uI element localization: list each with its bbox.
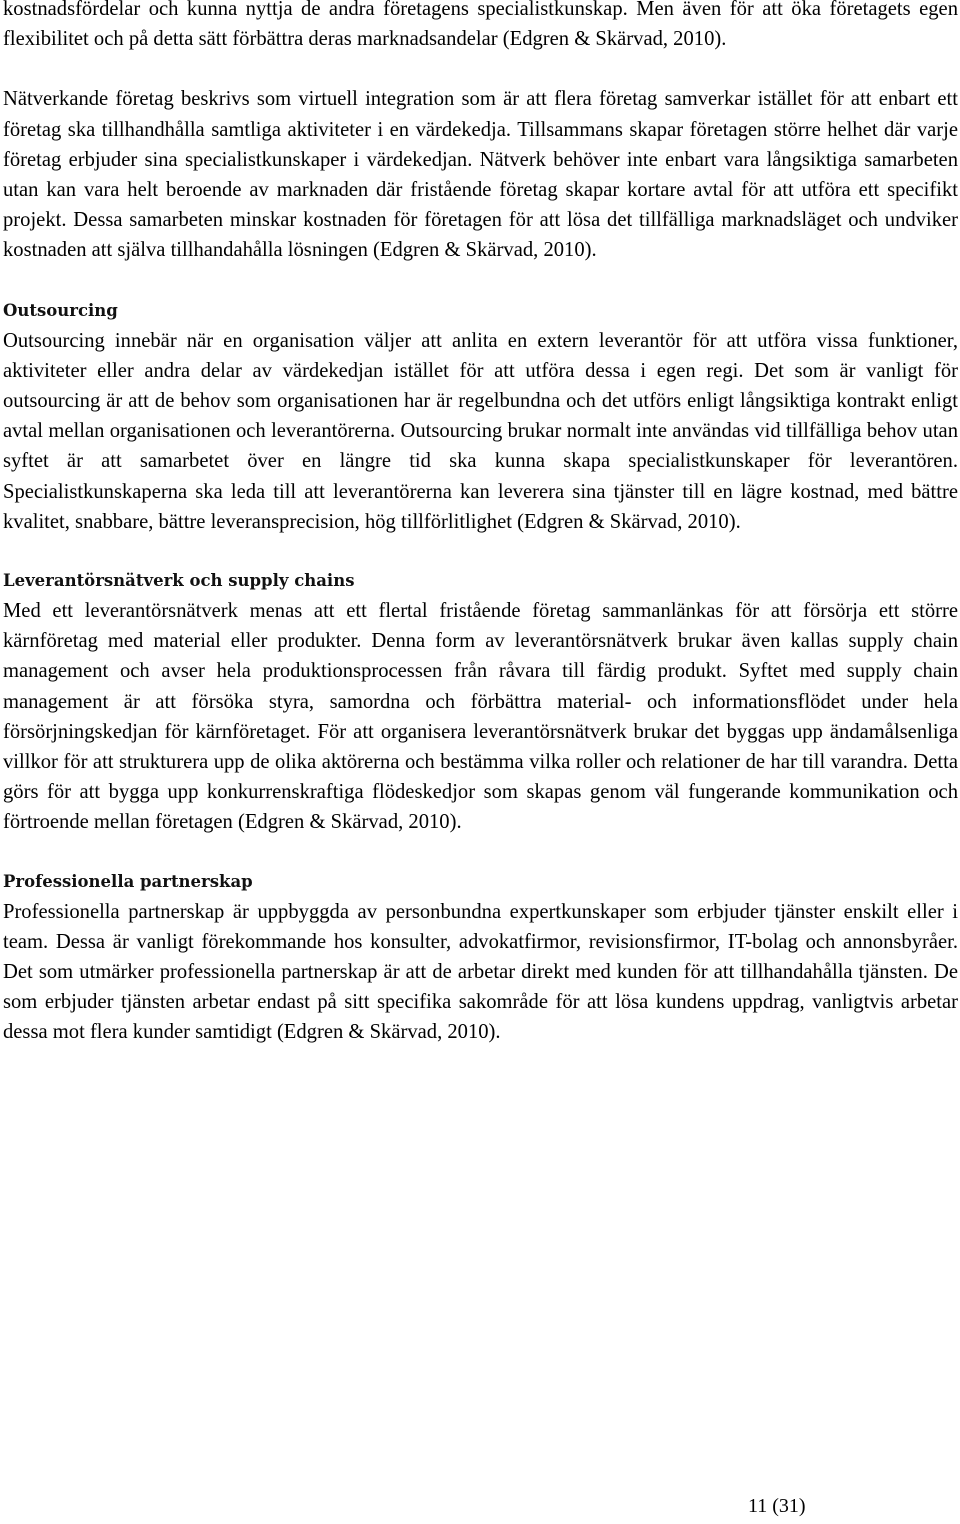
section-outsourcing [3, 296, 958, 537]
document-page [3, 0, 958, 1048]
heading-outsourcing: Outsourcing [3, 300, 118, 320]
paragraph-supplier-network: Med ett leverantörsnätverk menas att ett flertal fristående företag sammanlänkas för att försörja ett större kärnföretag med material eller produkter. Denna form av leverantörsnätverk brukar även kallas supply chain management och avser hela produktionsprocessen från råvara till färdig produkt. Syftet med supply chain management är att försöka styra, samordna och förbättra material- och informationsflödet under hela försörjningskedjan för kärnföretaget. För att organisera leverantörsnätverk brukar det byggas upp ändamålsenliga villkor för att strukturera upp de olika aktörerna och bestämma vilka roller och relationer de har till varandra. Detta görs för att bygga upp konkurrenskraftiga flödeskedjor som skapas genom väl fungerande kommunikation och förtroende mellan företagen (Edgren & Skärvad, 2010). [3, 600, 958, 834]
paragraph-cost-benefits: kostnadsfördelar och kunna nyttja de andra företagens specialistkunskap. Men även för att öka företagets egen flexibilitet och på detta sätt förbättra deras marknadsandelar (Edgren & Skärvad, 2010). [3, 0, 958, 51]
heading-professional-partnerships: Professionella partnerskap [3, 871, 253, 891]
page-number: 11 (31) [748, 1495, 806, 1517]
paragraph-professional-partnerships: Professionella partnerskap är uppbyggda av personbundna expertkunskaper som erbjuder tjänster enskilt eller i team. Dessa är vanligt förekommande hos konsulter, advokatfirmor, revisionsfirmor, IT-bolag och annonsbyråer. Det som utmärker professionella partnerskap är att de arbetar direkt med kunden för att tillhandahålla tjänsten. De som erbjuder tjänsten arbetar endast på sitt specifika sakområde för att lösa kundens uppdrag, vanligtvis arbetar dessa mot flera kunder samtidigt (Edgren & Skärvad, 2010). [3, 900, 958, 1044]
paragraph-outsourcing: Outsourcing innebär när en organisation väljer att anlita en extern leverantör för att utföra vissa funktioner, aktiviteter eller andra delar av värdekedjan istället för att utföra dessa i egen regi. Det som är vanligt för outsourcing är att de behov som organisationen har är regelbundna och det utförs enligt långsiktiga kontrakt enligt avtal mellan organisationen och leverantörerna. Outsourcing brukar normalt inte användas vid tillfälliga behov utan syftet är att samarbetet över en längre tid ska kunna skapa specialistkunskaper för leverantören. Specialistkunskaperna ska leda till att leverantörerna kan leverera sina tjänster till en lägre kostnad, med bättre kvalitet, snabbare, bättre leveransprecision, hög tillförlitlighet (Edgren & Skärvad, 2010). [3, 329, 958, 533]
paragraph-networking-companies: Nätverkande företag beskrivs som virtuell integration som är att flera företag samverkar istället för att enbart ett företag ska tillhandhålla samtliga aktiviteter i en värdekedja. Tillsammans skapar företagen större helhet där varje företag erbjuder sina specialistkunskaper i värdekedjan. Nätverk behöver inte enbart vara långsiktiga samarbeten utan kan vara helt beroende av marknaden där fristående företag skapar kortare avtal för att utföra ett specifikt projekt. Dessa samarbeten minskar kostnaden för företagen för att lösa det tillfälliga marknadsläget och undviker kostnaden att själva tillhandahålla lösningen (Edgren & Skärvad, 2010). [3, 88, 958, 262]
heading-supplier-network: Leverantörsnätverk och supply chains [3, 571, 355, 591]
section-supplier-network [3, 566, 958, 838]
section-professional-partnerships [3, 867, 958, 1048]
